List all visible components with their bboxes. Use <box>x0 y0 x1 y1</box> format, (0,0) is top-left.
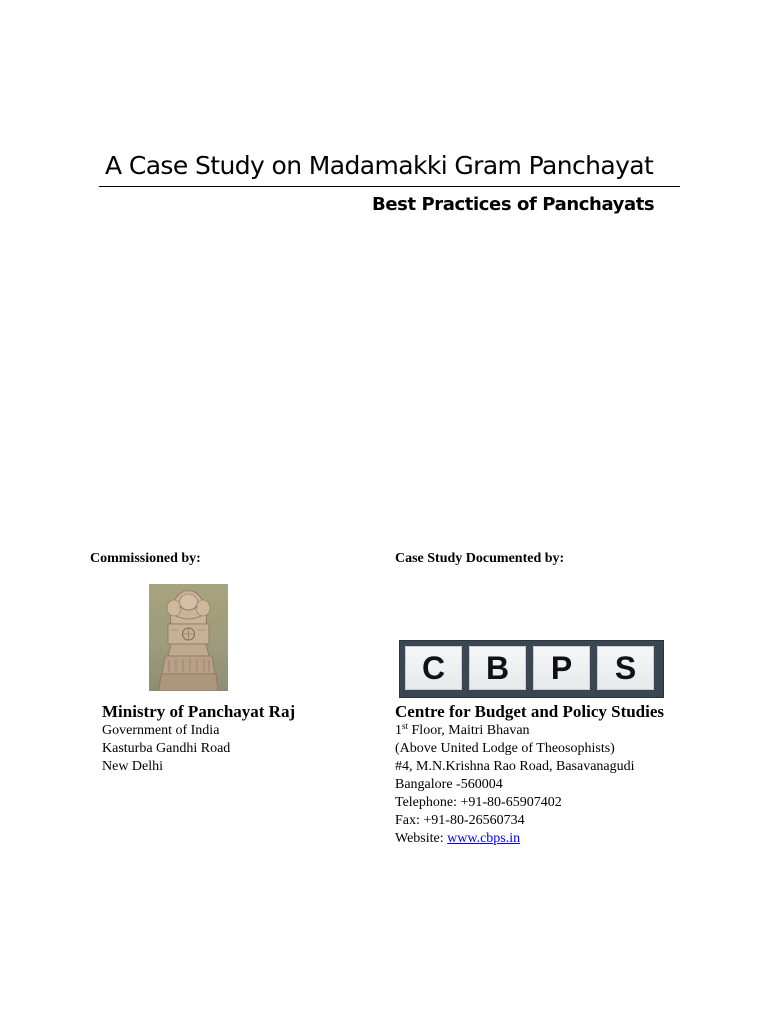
ministry-address <box>102 722 230 776</box>
address-line: Bangalore -560004 <box>395 777 503 792</box>
telephone-line: Telephone: +91-80-65907402 <box>395 795 562 810</box>
cbps-name: Centre for Budget and Policy Studies <box>395 702 665 721</box>
documented-by-label: Case Study Documented by: <box>395 551 565 566</box>
logo-letter: B <box>469 646 526 690</box>
address-line-floor <box>395 722 635 740</box>
website-label: Website: <box>395 831 448 846</box>
national-emblem-icon <box>149 584 228 691</box>
address-line: Government of India <box>102 723 220 738</box>
logo-letter: P <box>533 646 590 690</box>
commissioned-by-label: Commissioned by: <box>90 551 201 566</box>
address-line: (Above United Lodge of Theosophists) <box>395 741 615 756</box>
floor-text: Floor, Maitri Bhavan <box>408 723 530 738</box>
website-line <box>395 830 635 848</box>
ministry-name: Ministry of Panchayat Raj <box>102 702 296 721</box>
fax-line: Fax: +91-80-26560734 <box>395 813 525 828</box>
title-divider <box>99 186 680 187</box>
address-line: #4, M.N.Krishna Rao Road, Basavanagudi <box>395 759 635 774</box>
logo-letter: S <box>597 646 654 690</box>
logo-letter: C <box>405 646 462 690</box>
address-line: New Delhi <box>102 759 164 774</box>
website-link[interactable]: www.cbps.in <box>447 831 521 846</box>
floor-number: 1 <box>395 723 402 738</box>
cbps-logo <box>399 640 664 698</box>
page-title: A Case Study on Madamakki Gram Panchayat <box>105 151 654 180</box>
address-line: Kasturba Gandhi Road <box>102 741 231 756</box>
floor-suffix: st <box>402 721 409 731</box>
page-subtitle: Best Practices of Panchayats <box>372 194 655 215</box>
cbps-address <box>395 722 635 848</box>
